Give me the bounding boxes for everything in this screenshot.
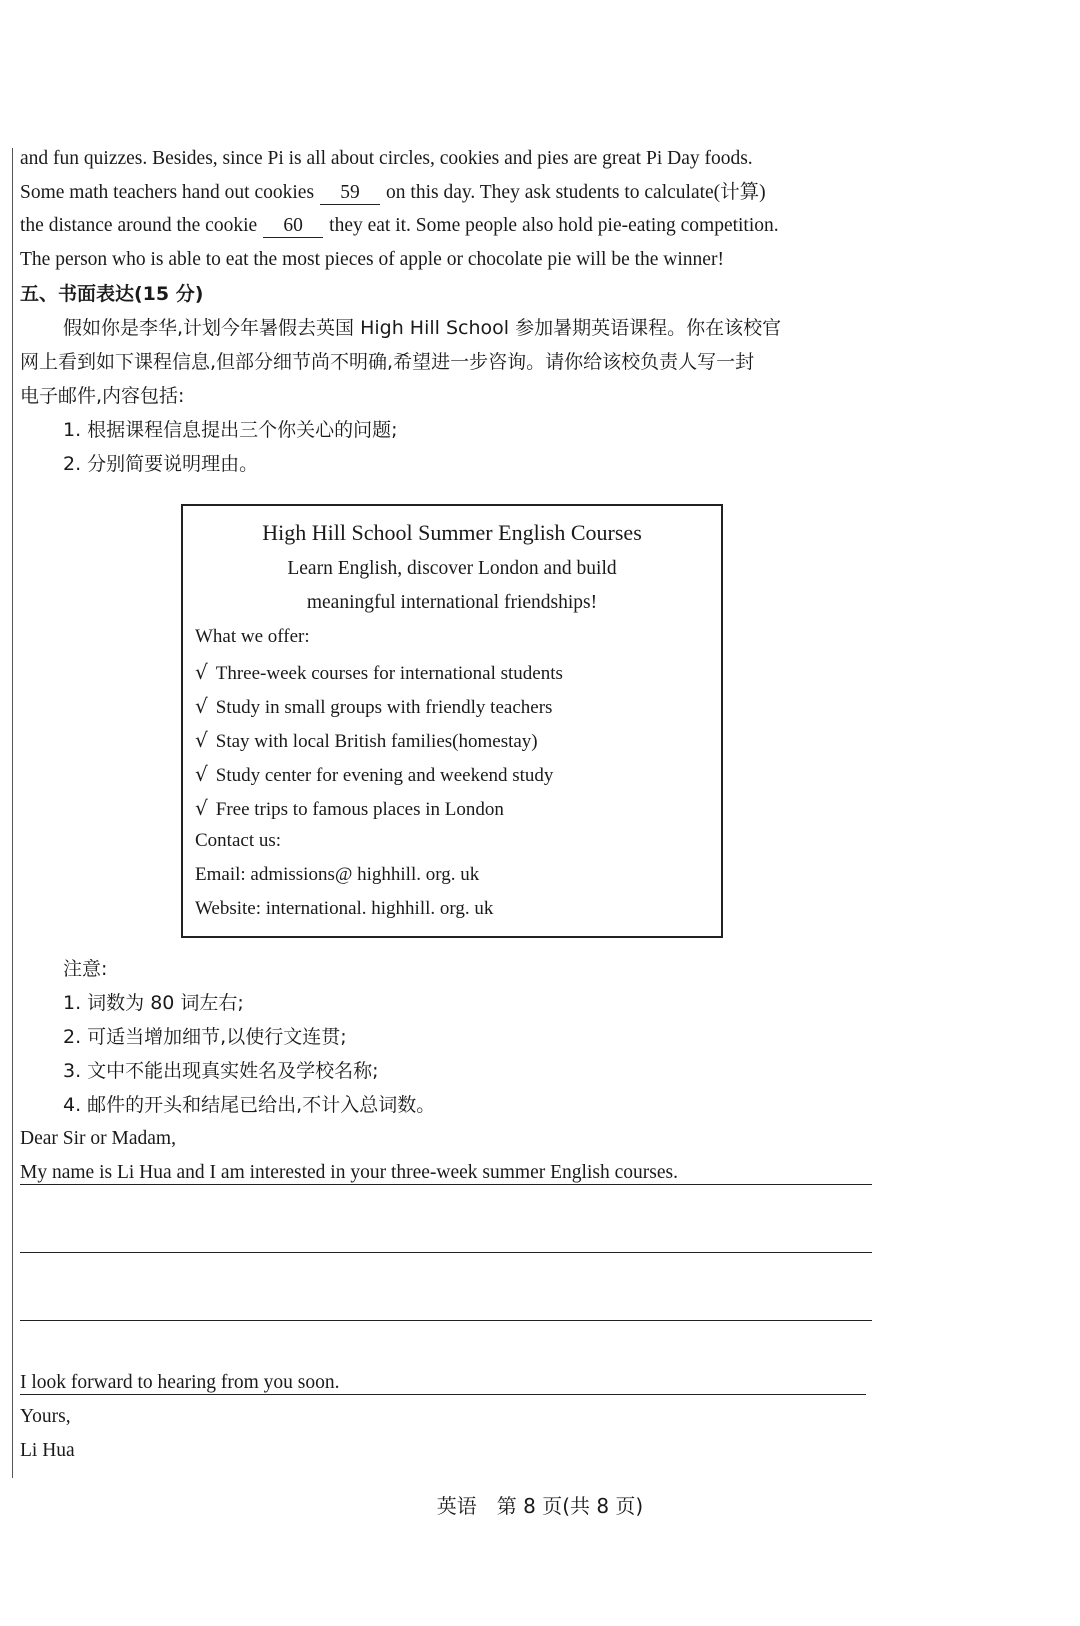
course-title: High Hill School Summer English Courses [262, 520, 642, 545]
requirement-2: 2. 分别简要说明理由。 [63, 453, 259, 475]
contact-email: Email: admissions@ highhill. org. uk [195, 864, 480, 885]
passage-line-3 [20, 213, 779, 239]
offer-text: Stay with local British families(homestay) [215, 731, 538, 752]
passage-line-3-pre: the distance around the cookie [20, 215, 258, 236]
passage-line-1: and fun quizzes. Besides, since Pi is all about circles, cookies and pies are great Pi Day foods. [20, 148, 753, 169]
margin-rule [12, 148, 13, 1478]
course-subtitle-2: meaningful international friendships! [306, 592, 598, 613]
offer-item [195, 660, 563, 685]
passage-line-2-pre: Some math teachers hand out cookies [20, 182, 315, 203]
note-item: 4. 邮件的开头和结尾已给出,不计入总词数。 [63, 1094, 436, 1116]
section-intro-3: 电子邮件,内容包括: [20, 385, 185, 407]
notes-heading: 注意: [63, 958, 108, 980]
letter-opening: My name is Li Hua and I am interested in your three-week summer English courses. [20, 1162, 678, 1183]
offer-item [195, 694, 552, 719]
contact-heading: Contact us: [195, 830, 282, 851]
offer-text: Three-week courses for international students [215, 663, 563, 684]
check-icon: √ [195, 660, 208, 684]
offer-text: Study in small groups with friendly teachers [215, 697, 553, 718]
page-footer: 英语 第 8 页(共 8 页) [436, 1494, 644, 1518]
passage-line-2 [20, 180, 766, 206]
offer-heading: What we offer: [195, 626, 310, 647]
writing-line[interactable] [20, 1184, 872, 1185]
offer-text: Study center for evening and weekend study [215, 765, 554, 786]
letter-salutation: Dear Sir or Madam, [20, 1128, 176, 1149]
check-icon: √ [195, 762, 208, 786]
offer-item [195, 728, 538, 753]
course-info-box [181, 504, 723, 938]
note-item: 1. 词数为 80 词左右; [63, 992, 244, 1014]
check-icon: √ [195, 694, 208, 718]
writing-line[interactable] [20, 1394, 866, 1395]
letter-signature: Li Hua [20, 1440, 75, 1461]
note-item: 3. 文中不能出现真实姓名及学校名称; [63, 1060, 379, 1082]
course-subtitle-1: Learn English, discover London and build [287, 558, 617, 579]
note-item: 2. 可适当增加细节,以使行文连贯; [63, 1026, 347, 1048]
passage-line-2-post: on this day. They ask students to calculate(计算) [386, 182, 766, 203]
check-icon: √ [195, 796, 208, 820]
writing-line[interactable] [20, 1320, 872, 1321]
check-icon: √ [195, 728, 208, 752]
writing-line[interactable] [20, 1252, 872, 1253]
answer-blank-60[interactable]: 60 [263, 215, 323, 238]
section-intro-2: 网上看到如下课程信息,但部分细节尚不明确,希望进一步咨询。请你给该校负责人写一封 [20, 351, 755, 373]
contact-website: Website: international. highhill. org. uk [195, 898, 494, 919]
answer-blank-59[interactable]: 59 [320, 182, 380, 205]
section-title: 五、书面表达(15 分) [20, 283, 204, 305]
offer-text: Free trips to famous places in London [215, 799, 504, 820]
passage-line-4: The person who is able to eat the most pieces of apple or chocolate pie will be the winner! [20, 249, 724, 270]
offer-item [195, 762, 553, 787]
section-intro-1: 假如你是李华,计划今年暑假去英国 High Hill School 参加暑期英语课程。你在该校官 [63, 317, 782, 339]
requirement-1: 1. 根据课程信息提出三个你关心的问题; [63, 419, 398, 441]
offer-item [195, 796, 504, 821]
passage-line-3-post: they eat it. Some people also hold pie-eating competition. [329, 215, 779, 236]
letter-signoff: Yours, [20, 1406, 71, 1427]
letter-closing: I look forward to hearing from you soon. [20, 1372, 340, 1393]
